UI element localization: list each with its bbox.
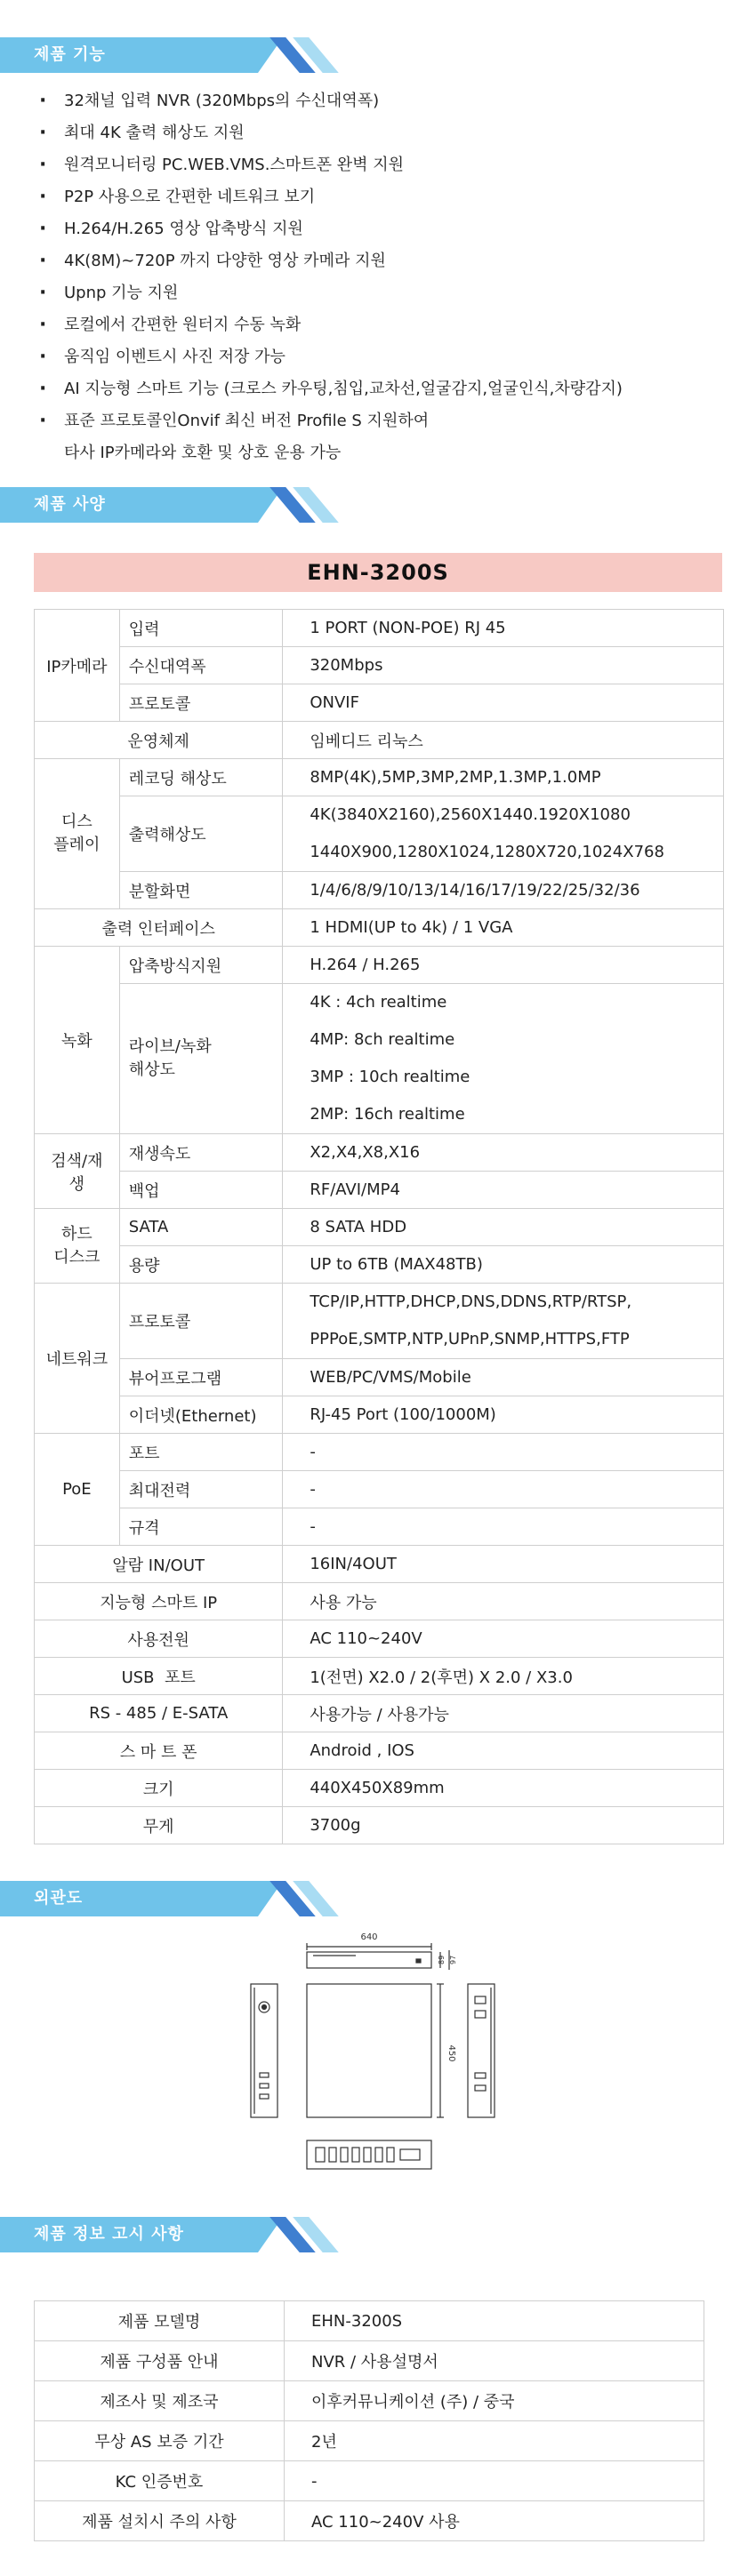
notice-key: 제조사 및 제조국	[35, 2381, 285, 2421]
left-side-view	[251, 1984, 277, 2117]
table-row	[35, 2381, 704, 2421]
rear-view	[307, 2140, 431, 2169]
spec-group: PoE	[35, 1434, 120, 1546]
notice-key: 무상 AS 보증 기간	[35, 2421, 285, 2461]
feature-item: · H.264/H.265 영상 압축방식 지원	[34, 213, 728, 245]
top-view	[307, 1984, 444, 2117]
spec-table	[34, 609, 724, 1844]
spec-value: RJ-45 Port (100/1000M)	[283, 1396, 724, 1434]
right-side-view	[468, 1984, 495, 2117]
spec-value: X2,X4,X8,X16	[283, 1134, 724, 1172]
feature-item: · Upnp 기능 지원	[34, 277, 728, 309]
notice-value: AC 110~240V 사용	[285, 2501, 704, 2541]
notice-key: 제품 설치시 주의 사항	[35, 2501, 285, 2541]
spec-value: 16IN/4OUT	[283, 1546, 724, 1583]
spec-group: 녹화	[35, 947, 120, 1134]
spec-value: H.264 / H.265	[283, 947, 724, 984]
notice-value: 이후커뮤니케이션 (주) / 중국	[285, 2381, 704, 2421]
outline-svg	[0, 1922, 756, 2197]
spec-key: USB 포트	[35, 1658, 283, 1695]
table-row	[35, 2341, 704, 2381]
notice-value: NVR / 사용설명서	[285, 2341, 704, 2381]
section-title: 제품 정보 고시 사항	[34, 2225, 184, 2244]
notice-key: KC 인증번호	[35, 2461, 285, 2501]
dim-label: 640	[360, 1932, 378, 1942]
spec-value: WEB/PC/VMS/Mobile	[283, 1359, 724, 1396]
section-title: 제품 기능	[34, 45, 106, 64]
table-row	[35, 2461, 704, 2501]
spec-value: 3700g	[283, 1807, 724, 1844]
spec-value: 1(전면) X2.0 / 2(후면) X 2.0 / X3.0	[283, 1658, 724, 1695]
feature-item: · 최대 4K 출력 해상도 지원	[34, 117, 728, 149]
table-row	[35, 2421, 704, 2461]
spec-key: 레코딩 해상도	[119, 759, 283, 796]
spec-key: RS - 485 / E-SATA	[35, 1695, 283, 1732]
spec-key: 알람 IN/OUT	[35, 1546, 283, 1583]
section-header-features	[0, 37, 756, 73]
spec-key: 운영체제	[35, 722, 283, 759]
dim-label: 450	[446, 2044, 456, 2062]
spec-value-line: 4MP: 8ch realtime	[310, 1030, 455, 1049]
table-row	[35, 2301, 704, 2341]
spec-value-line: TCP/IP,HTTP,DHCP,DNS,DDNS,RTP/RTSP,	[310, 1292, 632, 1311]
section-header-outline	[0, 1881, 756, 1916]
spec-value: 440X450X89mm	[283, 1770, 724, 1807]
spec-value: 8MP(4K),5MP,3MP,2MP,1.3MP,1.0MP	[283, 759, 724, 796]
feature-item: · 로컬에서 간편한 원터지 수동 녹화	[34, 309, 728, 341]
table-row	[35, 2501, 704, 2541]
spec-key	[119, 984, 283, 1134]
spec-key: SATA	[119, 1209, 283, 1246]
spec-key: 스 마 트 폰	[35, 1732, 283, 1770]
spec-value-line: 4K : 4ch realtime	[310, 993, 447, 1012]
notice-table	[34, 2300, 704, 2541]
feature-item: · 움직임 이벤트시 사진 저장 가능	[34, 341, 728, 373]
feature-line: · 표준 프로토콜인Onvif 최신 버전 Profile S 지원하여	[64, 412, 430, 430]
spec-value: 사용가능 / 사용가능	[283, 1695, 724, 1732]
spec-key: 분할화면	[119, 872, 283, 909]
spec-group: 디스 플레이	[35, 759, 120, 909]
spec-value: -	[283, 1508, 724, 1546]
spec-key: 출력해상도	[119, 796, 283, 872]
notice-value: 2년	[285, 2421, 704, 2461]
spec-value	[283, 1284, 724, 1359]
spec-key: 사용전원	[35, 1620, 283, 1658]
spec-key: 프로토콜	[119, 1284, 283, 1359]
spec-group: 네트워크	[35, 1284, 120, 1434]
spec-key: 수신대역폭	[119, 647, 283, 684]
spec-key: 압축방식지원	[119, 947, 283, 984]
spec-value: 8 SATA HDD	[283, 1209, 724, 1246]
spec-key: 지능형 스마트 IP	[35, 1583, 283, 1620]
spec-key: 출력 인터페이스	[35, 909, 283, 947]
feature-item	[34, 405, 728, 469]
section-title: 외관도	[34, 1889, 84, 1908]
section-header-notice	[0, 2217, 756, 2252]
feature-item: · 32채널 입력 NVR (320Mbps의 수신대역폭)	[34, 85, 728, 117]
spec-key-line: 라이브/녹화	[128, 1037, 212, 1056]
spec-value: 1 HDMI(UP to 4k) / 1 VGA	[283, 909, 724, 947]
spec-key: 프로토콜	[119, 684, 283, 722]
spec-value	[283, 984, 724, 1134]
notice-key: 제품 모델명	[35, 2301, 285, 2341]
spec-value: 임베디드 리눅스	[283, 722, 724, 759]
spec-value: 1 PORT (NON-POE) RJ 45	[283, 610, 724, 647]
spec-value: Android , IOS	[283, 1732, 724, 1770]
spec-value: 사용 가능	[283, 1583, 724, 1620]
dim-label: 97	[449, 1955, 457, 1964]
spec-value: 320Mbps	[283, 647, 724, 684]
spec-value-line: 4K(3840X2160),2560X1440.1920X1080	[310, 805, 631, 824]
feature-line: 타사 IP카메라와 호환 및 상호 운용 가능	[64, 444, 342, 462]
spec-key: 입력	[119, 610, 283, 647]
spec-key-line: 해상도	[128, 1060, 175, 1079]
spec-value: AC 110~240V	[283, 1620, 724, 1658]
spec-value-line: 3MP : 10ch realtime	[310, 1068, 470, 1086]
outline-drawing	[0, 1922, 756, 2197]
spec-key: 재생속도	[119, 1134, 283, 1172]
spec-value	[283, 796, 724, 872]
feature-item: · 4K(8M)~720P 까지 다양한 영상 카메라 지원	[34, 245, 728, 277]
spec-value: 1/4/6/8/9/10/13/14/16/17/19/22/25/32/36	[283, 872, 724, 909]
feature-list	[34, 85, 728, 469]
dim-label: 89	[438, 1955, 446, 1964]
front-view	[307, 1943, 449, 1970]
spec-value: RF/AVI/MP4	[283, 1172, 724, 1209]
section-title: 제품 사양	[34, 495, 106, 514]
spec-key: 포트	[119, 1434, 283, 1471]
spec-value: UP to 6TB (MAX48TB)	[283, 1246, 724, 1284]
spec-group: 하드 디스크	[35, 1209, 120, 1284]
spec-group: 검색/재생	[35, 1134, 120, 1209]
spec-key: 백업	[119, 1172, 283, 1209]
spec-key: 최대전력	[119, 1471, 283, 1508]
spec-group: IP카메라	[35, 610, 120, 722]
notice-value: -	[285, 2461, 704, 2501]
spec-value-line: 2MP: 16ch realtime	[310, 1105, 465, 1124]
spec-value: ONVIF	[283, 684, 724, 722]
spec-key: 크기	[35, 1770, 283, 1807]
spec-key: 규격	[119, 1508, 283, 1546]
feature-item: · AI 지능형 스마트 기능 (크로스 카우팅,침입,교차선,얼굴감지,얼굴인식,차량감지)	[34, 373, 728, 405]
spec-key: 뷰어프로그램	[119, 1359, 283, 1396]
model-title: EHN-3200S	[34, 553, 722, 592]
spec-value-line: 1440X900,1280X1024,1280X720,1024X768	[310, 843, 664, 861]
spec-key: 용량	[119, 1246, 283, 1284]
feature-item: · 원격모니터링 PC.WEB.VMS.스마트폰 완벽 지원	[34, 149, 728, 181]
spec-value: -	[283, 1434, 724, 1471]
spec-value: -	[283, 1471, 724, 1508]
notice-value: EHN-3200S	[285, 2301, 704, 2341]
spec-key: 무게	[35, 1807, 283, 1844]
spec-value-line: PPPoE,SMTP,NTP,UPnP,SNMP,HTTPS,FTP	[310, 1330, 630, 1348]
feature-item: · P2P 사용으로 간편한 네트워크 보기	[34, 181, 728, 213]
section-header-spec	[0, 487, 756, 523]
notice-key: 제품 구성품 안내	[35, 2341, 285, 2381]
spec-key: 이더넷(Ethernet)	[119, 1396, 283, 1434]
